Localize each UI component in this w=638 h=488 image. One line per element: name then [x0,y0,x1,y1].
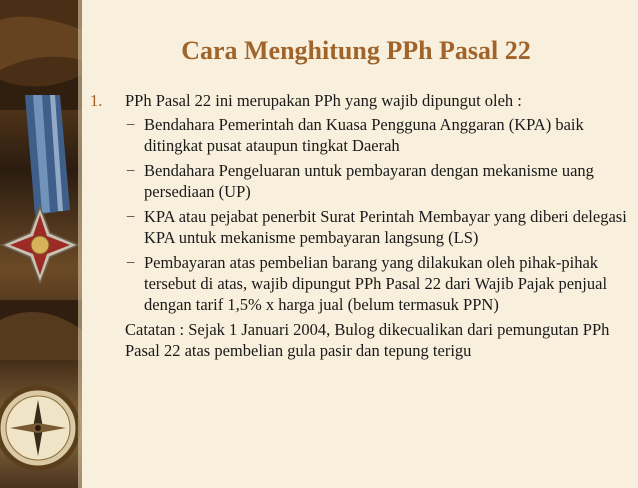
bullet-dash: − [126,207,136,226]
bullet-dash: − [126,161,136,180]
bullet-text: Bendahara Pemerintah dan Kuasa Pengguna Anggaran (KPA) baik ditingkat pusat ataupun tingkat Daerah [144,115,584,155]
sub-bullet [90,114,630,156]
bullet-text: Bendahara Pengeluaran untuk pembayaran dengan mekanisme uang persediaan (UP) [144,161,594,201]
bullet-dash: − [126,115,136,134]
slide-title: Cara Menghitung PPh Pasal 22 [181,36,531,65]
slide-content [90,90,630,361]
bullet-dash: − [126,253,136,272]
bullet-text: KPA atau pejabat penerbit Surat Perintah Membayar yang diberi delegasi KPA untuk mekanisme pembayaran langsung (LS) [144,207,627,247]
medal-collage-illustration [0,0,82,488]
sub-bullet [90,160,630,202]
bullet-text: Pembayaran atas pembelian barang yang dilakukan oleh pihak-pihak tersebut di atas, wajib dipungut PPh Pasal 22 dari Wajib Pajak penjual dengan tarif 1,5% x harga jual (belum termasuk PPN) [144,253,608,314]
sub-bullet [90,252,630,315]
item-text: PPh Pasal 22 ini merupakan PPh yang wajib dipungut oleh : [125,91,522,110]
sub-bullet [90,206,630,248]
note-text: Catatan : Sejak 1 Januari 2004, Bulog dikecualikan dari pemungutan PPh Pasal 22 atas pembelian gula pasir dan tepung terigu [125,320,610,360]
item-number: 1. [90,91,103,110]
decorative-medal-collage [0,0,82,488]
numbered-item [90,90,630,111]
